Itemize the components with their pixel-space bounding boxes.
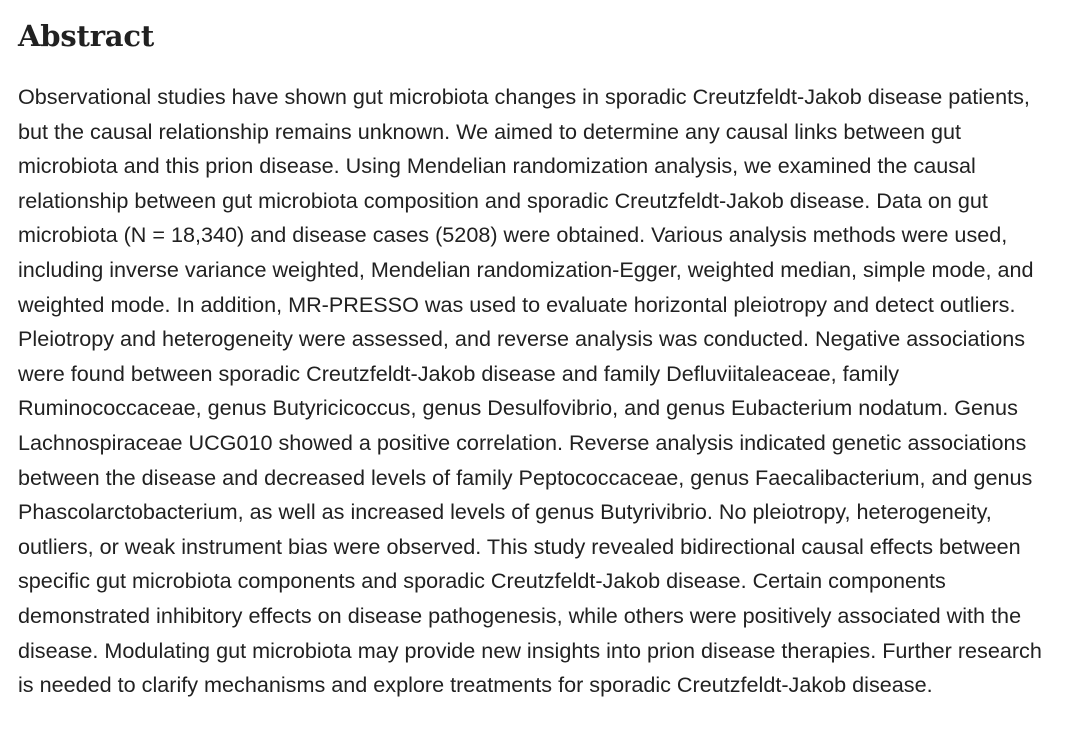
abstract-section (18, 14, 1062, 703)
abstract-heading: Abstract (18, 19, 155, 53)
abstract-body: Observational studies have shown gut microbiota changes in sporadic Creutzfeldt-Jakob disease patients, but the causal relationship remains unknown. We aimed to determine any causal links between gut microbiota and this prion disease. Using Mendelian randomization analysis, we examined the causal relationship between gut microbiota composition and sporadic Creutzfeldt-Jakob disease. Data on gut microbiota (N = 18,340) and disease cases (5208) were obtained. Various analysis methods were used, including inverse variance weighted, Mendelian randomization-Egger, weighted median, simple mode, and weighted mode. In addition, MR-PRESSO was used to evaluate horizontal pleiotropy and detect outliers. Pleiotropy and heterogeneity were assessed, and reverse analysis was conducted. Negative associations were found between sporadic Creutzfeldt-Jakob disease and family Defluviitaleaceae, family Ruminococcaceae, genus Butyricicoccus, genus Desulfovibrio, and genus Eubacterium nodatum. Genus Lachnospiraceae UCG010 showed a positive correlation. Reverse analysis indicated genetic associations between the disease and decreased levels of family Peptococcaceae, genus Faecalibacterium, and genus Phascolarctobacterium, as well as increased levels of genus Butyrivibrio. No pleiotropy, heterogeneity, outliers, or weak instrument bias were observed. This study revealed bidirectional causal effects between specific gut microbiota components and sporadic Creutzfeldt-Jakob disease. Certain components demonstrated inhibitory effects on disease pathogenesis, while others were positively associated with the disease. Modulating gut microbiota may provide new insights into prion disease therapies. Further research is needed to clarify mechanisms and explore treatments for sporadic Creutzfeldt-Jakob disease. (18, 84, 1042, 698)
